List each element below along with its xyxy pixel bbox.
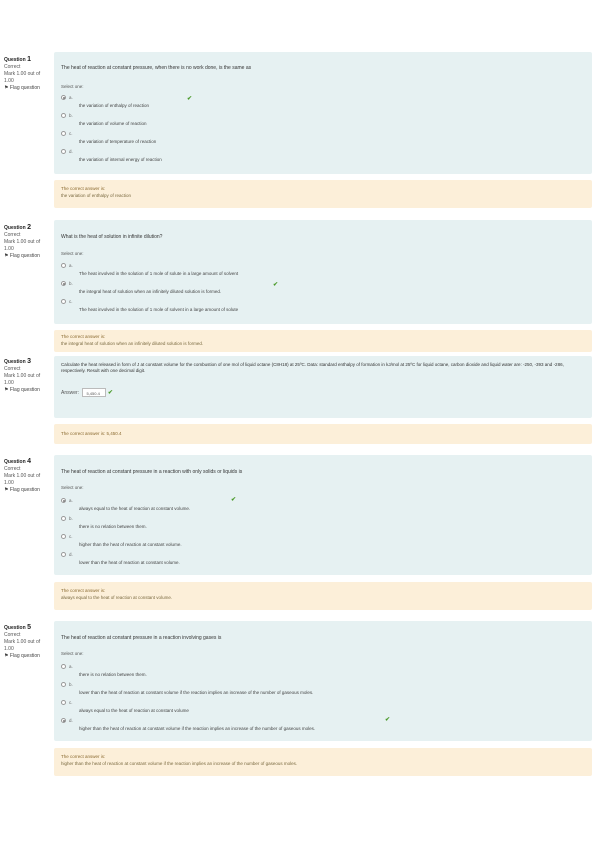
- question-marks: Mark 1.00 out of 1.00: [4, 71, 41, 84]
- question-text: The heat of reaction at constant pressure in a reaction involving gases is: [61, 635, 222, 641]
- question-number: 4: [27, 458, 31, 465]
- question-content: [54, 220, 592, 324]
- question-number: 5: [27, 624, 31, 631]
- answer-label: Answer:: [61, 389, 80, 396]
- right-answer-text: the variation of enthalpy of reaction: [61, 193, 132, 198]
- option-c[interactable]: c. the variation of temperature of reaction: [61, 131, 581, 149]
- radio-button[interactable]: [61, 718, 66, 723]
- question-info: [4, 224, 50, 260]
- feedback-box: [54, 330, 592, 352]
- radio-button[interactable]: [61, 700, 66, 705]
- feedback-box: [54, 582, 592, 610]
- flag-question-button[interactable]: ⚑ Flag question: [4, 653, 40, 659]
- check-icon: ✔: [273, 282, 279, 288]
- right-answer-label: The correct answer is:: [61, 186, 106, 191]
- question-info: [4, 624, 50, 660]
- question-label: Question: [4, 359, 26, 365]
- option-a[interactable]: a. always equal to the heat of reaction at constant volume. ✔: [61, 498, 581, 516]
- check-icon: ✔: [187, 96, 193, 102]
- question-marks: Mark 1.00 out of 1.00: [4, 639, 41, 652]
- right-answer-text: always equal to the heat of reaction at constant volume.: [61, 595, 173, 600]
- question-label: Question: [4, 459, 26, 465]
- question-status: Correct: [4, 466, 21, 472]
- radio-button[interactable]: [61, 534, 66, 539]
- answer-input[interactable]: 5,450.4: [82, 388, 106, 397]
- question-marks: Mark 1.00 out of 1.00: [4, 239, 41, 252]
- flag-question-button[interactable]: ⚑ Flag question: [4, 85, 40, 91]
- option-b[interactable]: b. lower than the heat of reaction at constant volume if the reaction implies an increase of the number of gaseous moles.: [61, 682, 581, 700]
- question-number: 1: [27, 56, 31, 63]
- check-icon: ✔: [231, 497, 237, 503]
- question-info: [4, 358, 50, 394]
- question-info: [4, 56, 50, 92]
- option-d[interactable]: d. lower than the heat of reaction at constant volume.: [61, 552, 581, 570]
- radio-button[interactable]: [61, 281, 66, 286]
- radio-button[interactable]: [61, 498, 66, 503]
- radio-button[interactable]: [61, 682, 66, 687]
- radio-button[interactable]: [61, 516, 66, 521]
- question-text: What is the heat of solution in infinite dilution?: [61, 234, 163, 240]
- question-status: Correct: [4, 366, 21, 372]
- right-answer-label: The correct answer is:: [61, 754, 106, 759]
- question-content: [54, 356, 592, 418]
- option-b[interactable]: b. the variation of volume of reaction: [61, 113, 581, 131]
- select-one-label: Select one:: [61, 84, 84, 89]
- question-status: Correct: [4, 64, 21, 70]
- radio-button[interactable]: [61, 552, 66, 557]
- flag-question-button[interactable]: ⚑ Flag question: [4, 387, 40, 393]
- option-c[interactable]: c. always equal to the heat of reaction at constant volume: [61, 700, 581, 718]
- option-a[interactable]: a. The heat involved in the solution of 1 mole of solute in a large amount of solvent: [61, 263, 581, 281]
- select-one-label: Select one:: [61, 251, 84, 256]
- select-one-label: Select one:: [61, 485, 84, 490]
- question-label: Question: [4, 57, 26, 63]
- question-number: 3: [27, 358, 31, 365]
- option-d[interactable]: d. higher than the heat of reaction at constant volume if the reaction implies an increase of the number of gaseous moles. ✔: [61, 718, 581, 736]
- question-content: [54, 621, 592, 741]
- question-text: The heat of reaction at constant pressure in a reaction with only solids or liquids is: [61, 469, 243, 475]
- radio-button[interactable]: [61, 149, 66, 154]
- check-icon: ✔: [107, 389, 113, 396]
- question-content: [54, 52, 592, 174]
- radio-button[interactable]: [61, 664, 66, 669]
- flag-question-button[interactable]: ⚑ Flag question: [4, 487, 40, 493]
- question-info: [4, 458, 50, 494]
- feedback-box: [54, 424, 592, 444]
- right-answer-text: higher than the heat of reaction at constant volume if the reaction implies an increase of the number of gaseous moles.: [61, 761, 298, 766]
- question-marks: Mark 1.00 out of 1.00: [4, 473, 41, 486]
- question-label: Question: [4, 625, 26, 631]
- question-number: 2: [27, 224, 31, 231]
- radio-button[interactable]: [61, 263, 66, 268]
- option-d[interactable]: d. the variation of internal energy of reaction: [61, 149, 581, 167]
- question-content: [54, 455, 592, 575]
- question-status: Correct: [4, 232, 21, 238]
- flag-question-button[interactable]: ⚑ Flag question: [4, 253, 40, 259]
- answer-row: [61, 388, 113, 397]
- question-text: The heat of reaction at constant pressure, when there is no work done, is the same as: [61, 65, 252, 71]
- radio-button[interactable]: [61, 299, 66, 304]
- feedback-box: [54, 748, 592, 776]
- radio-button[interactable]: [61, 95, 66, 100]
- option-b[interactable]: b. the integral heat of solution when an infinitely diluted solution is formed. ✔: [61, 281, 581, 299]
- right-answer-text: the integral heat of solution when an infinitely diluted solution is formed.: [61, 341, 204, 346]
- right-answer-label: The correct answer is: 5,450.4: [61, 431, 122, 436]
- question-text: Calculate the heat released in form of J at constant volume for the combustion of one mol of liquid octane (C8H18) at 25ºC. Data: standard enthalpy of formation in kJ/mol at 25ºC for liquid octane, carbon dioxide and liquid water are: -250, -393 and -286, respectively. Result with one decimal digit.: [61, 362, 564, 373]
- option-a[interactable]: a. the variation of enthalpy of reaction ✔: [61, 95, 581, 113]
- question-status: Correct: [4, 632, 21, 638]
- option-a[interactable]: a. there is no relation between them.: [61, 664, 581, 682]
- option-c[interactable]: c. higher than the heat of reaction at constant volume.: [61, 534, 581, 552]
- option-b[interactable]: b. there is no relation between them.: [61, 516, 581, 534]
- select-one-label: Select one:: [61, 651, 84, 656]
- question-label: Question: [4, 225, 26, 231]
- option-c[interactable]: c. The heat involved in the solution of 1 mole of solvent in a large amount of solute: [61, 299, 581, 317]
- right-answer-label: The correct answer is:: [61, 588, 106, 593]
- check-icon: ✔: [385, 717, 391, 723]
- right-answer-label: The correct answer is:: [61, 334, 106, 339]
- radio-button[interactable]: [61, 113, 66, 118]
- radio-button[interactable]: [61, 131, 66, 136]
- feedback-box: [54, 180, 592, 208]
- question-marks: Mark 1.00 out of 1.00: [4, 373, 41, 386]
